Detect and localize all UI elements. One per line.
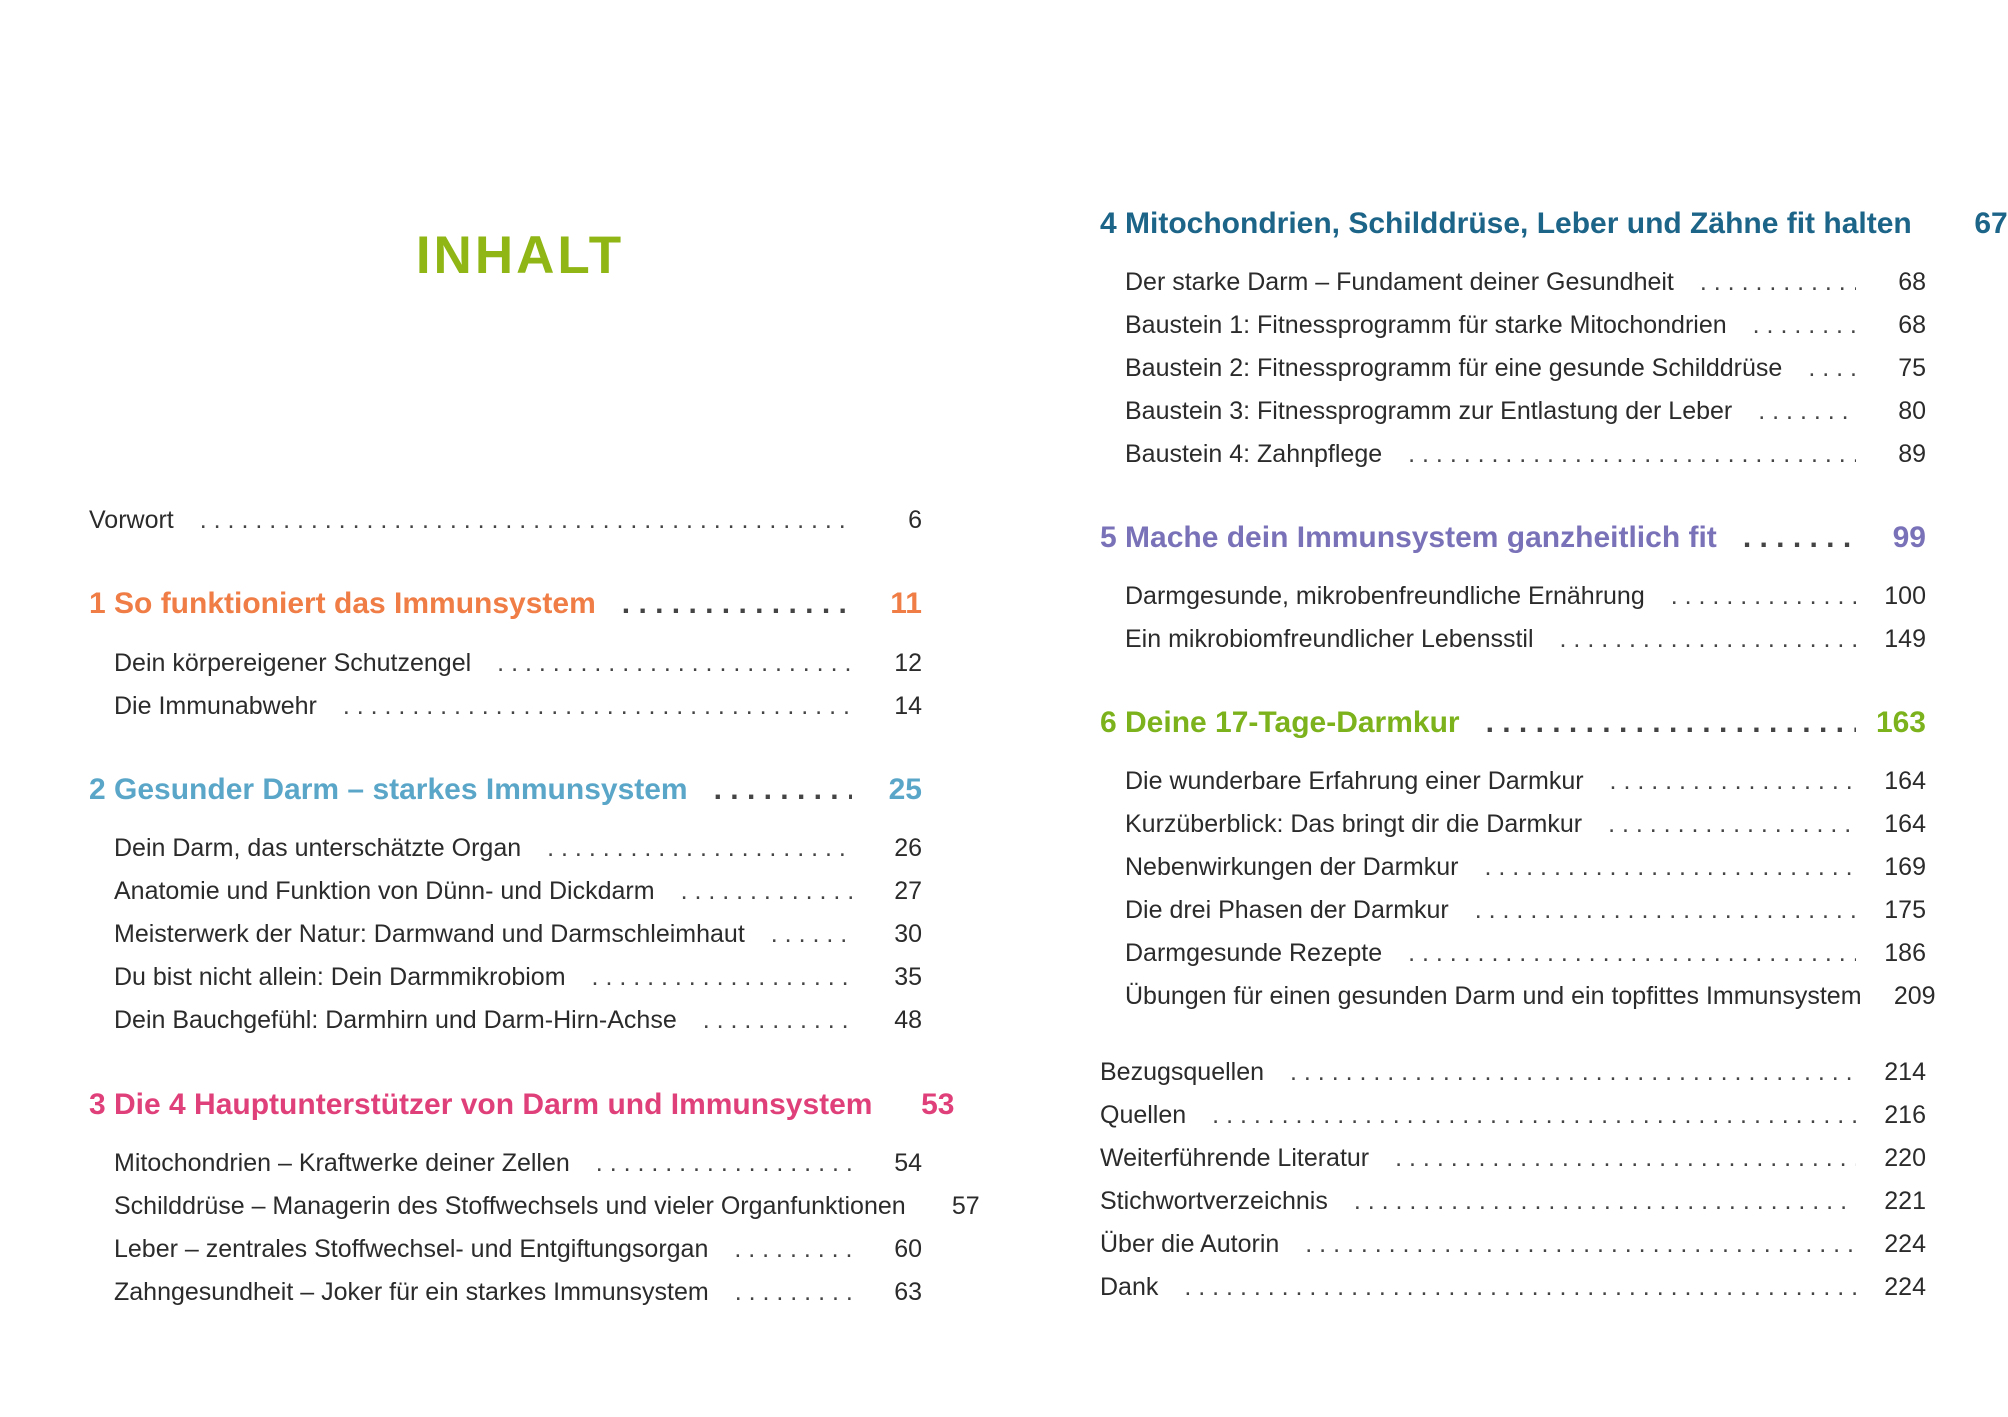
toc-entry-label: Stichwortverzeichnis [1100,1187,1328,1215]
toc-page-number: 54 [894,1149,922,1177]
dot-leader [1560,621,1856,657]
toc-page-number: 149 [1884,625,1926,653]
toc-appendix-entry[interactable] [1100,1140,1926,1176]
toc-entry-label: Über die Autorin [1100,1230,1280,1258]
toc-entry-label: Dein Bauchgefühl: Darmhirn und Darm-Hirn-Achse [114,1006,677,1034]
toc-page-number: 89 [1898,440,1926,468]
toc-entry[interactable] [1100,393,1926,429]
toc-entry[interactable] [1100,935,1926,971]
toc-page-number: 209 [1893,982,1936,1010]
toc-page-number: 6 [908,506,922,534]
toc-entry-label: Dein Darm, das unterschätzte Organ [114,834,522,862]
toc-entry[interactable] [1100,806,1926,842]
toc-entry-label: Darmgesunde Rezepte [1125,939,1383,967]
toc-entry-label: Mitochondrien – Kraftwerke deiner Zellen [114,1149,570,1177]
toc-page-number: 68 [1898,311,1926,339]
toc-chapter-2[interactable] [89,770,922,810]
toc-appendix-entry[interactable] [1100,1054,1926,1090]
toc-page-number: 60 [894,1235,922,1263]
toc-chapter-6[interactable] [1100,703,1926,743]
toc-appendix-entry[interactable] [1100,1183,1926,1219]
toc-entry-label: Dein körpereigener Schutzengel [114,649,472,677]
toc-page-number: 216 [1884,1101,1926,1129]
page-title: INHALT [415,226,625,285]
chapter-page-number: 11 [890,587,922,620]
chapter-title: 2 Gesunder Darm – starkes Immunsystem [89,773,688,806]
toc-entry[interactable] [1100,578,1926,614]
toc-entry-label: Dank [1100,1273,1159,1301]
toc-entry[interactable] [89,1002,922,1038]
dot-leader [734,1231,852,1267]
dot-leader [1743,518,1856,558]
dot-leader [1408,935,1856,971]
toc-entry[interactable] [1100,621,1926,657]
toc-page-number: 26 [894,834,922,862]
toc-entry-label: Die Immunabwehr [114,692,317,720]
toc-entry-label: Übungen für einen gesunden Darm und ein topfittes Immunsystem [1125,982,1862,1010]
dot-leader [1700,264,1856,300]
toc-entry-label: Baustein 1: Fitnessprogramm für starke Mitochondrien [1125,311,1727,339]
toc-entry-vorwort[interactable] [89,502,922,538]
toc-entry[interactable] [89,830,922,866]
toc-page-number: 221 [1884,1187,1926,1215]
toc-chapter-1[interactable] [89,584,922,624]
dot-leader [1671,578,1856,614]
toc-entry-label: Der starke Darm – Fundament deiner Gesundheit [1125,268,1674,296]
dot-leader [1305,1226,1856,1262]
dot-leader [1354,1183,1856,1219]
toc-entry[interactable] [1100,763,1926,799]
dot-leader [1290,1054,1856,1090]
dot-leader [703,1002,852,1038]
dot-leader [1608,806,1856,842]
chapter-page-number: 67 [1974,207,2008,240]
toc-page-number: 100 [1884,582,1926,610]
toc-page-number: 186 [1884,939,1926,967]
dot-leader [735,1274,852,1310]
dot-leader [622,584,852,624]
toc-entry-label: Die drei Phasen der Darmkur [1125,896,1449,924]
toc-entry-label: Du bist nicht allein: Dein Darmmikrobiom [114,963,566,991]
toc-entry[interactable] [89,959,922,995]
toc-entry[interactable] [1100,264,1926,300]
toc-entry-label: Baustein 2: Fitnessprogramm für eine gesunde Schilddrüse [1125,354,1783,382]
toc-entry[interactable] [89,1231,922,1267]
toc-entry-label: Vorwort [89,506,174,534]
toc-entry[interactable] [1100,436,1926,472]
toc-entry[interactable] [89,1274,922,1310]
toc-page-number: 175 [1884,896,1926,924]
toc-entry-label: Meisterwerk der Natur: Darmwand und Darmschleimhaut [114,920,745,948]
toc-appendix-entry[interactable] [1100,1269,1926,1305]
dot-leader [592,959,852,995]
dot-leader [681,873,852,909]
dot-leader [714,770,852,810]
toc-page-number: 75 [1898,354,1926,382]
toc-page-number: 63 [894,1278,922,1306]
toc-entry[interactable] [89,1145,922,1181]
toc-page-number: 12 [894,649,922,677]
dot-leader [596,1145,852,1181]
toc-page-number: 220 [1884,1144,1926,1172]
dot-leader [497,645,852,681]
toc-page-number: 30 [894,920,922,948]
chapter-title: 4 Mitochondrien, Schilddrüse, Leber und Zähne fit halten [1100,207,1912,240]
dot-leader [1610,763,1856,799]
toc-page-number: 224 [1884,1230,1926,1258]
dot-leader [771,916,852,952]
chapter-page-number: 25 [888,773,922,806]
toc-entry[interactable] [89,1188,980,1224]
toc-entry[interactable] [89,688,922,724]
toc-page-number: 57 [951,1192,980,1220]
toc-page-number: 48 [894,1006,922,1034]
dot-leader [1808,350,1856,386]
toc-entry-label: Zahngesundheit – Joker für ein starkes Immunsystem [114,1278,709,1306]
toc-entry-label: Anatomie und Funktion von Dünn- und Dickdarm [114,877,655,905]
toc-entry-label: Leber – zentrales Stoffwechsel- und Entgiftungsorgan [114,1235,709,1263]
chapter-page-number: 53 [921,1088,955,1121]
dot-leader [547,830,852,866]
toc-entry-label: Darmgesunde, mikrobenfreundliche Ernährung [1125,582,1645,610]
toc-entry[interactable] [1100,978,1936,1014]
dot-leader [343,688,852,724]
dot-leader [1486,703,1856,743]
toc-entry-label: Weiterführende Literatur [1100,1144,1370,1172]
toc-entry-label: Schilddrüse – Managerin des Stoffwechsels und vieler Organfunktionen [114,1192,906,1220]
dot-leader [1758,393,1856,429]
toc-entry-label: Quellen [1100,1101,1187,1129]
toc-page-number: 27 [894,877,922,905]
toc-entry[interactable] [1100,849,1926,885]
toc-page-number: 169 [1884,853,1926,881]
toc-page-number: 14 [894,692,922,720]
toc-entry-label: Baustein 4: Zahnpflege [1125,440,1383,468]
toc-page-number: 164 [1884,767,1926,795]
toc-page-number: 164 [1884,810,1926,838]
chapter-title: 5 Mache dein Immunsystem ganzheitlich fit [1100,521,1717,554]
toc-page-number: 35 [894,963,922,991]
toc-entry[interactable] [1100,892,1926,928]
toc-entry[interactable] [89,645,922,681]
dot-leader [1395,1140,1856,1176]
chapter-page-number: 99 [1892,521,1926,554]
toc-chapter-3[interactable] [89,1085,955,1125]
toc-page-number: 224 [1884,1273,1926,1301]
chapter-title: 3 Die 4 Hauptunterstützer von Darm und Immunsystem [89,1088,873,1121]
dot-leader [1484,849,1856,885]
dot-leader [1753,307,1856,343]
dot-leader [1184,1269,1856,1305]
dot-leader [1408,436,1856,472]
toc-chapter-4[interactable] [1100,204,2008,244]
toc-entry[interactable] [1100,307,1926,343]
dot-leader [200,502,852,538]
dot-leader [1475,892,1856,928]
toc-page-number: 80 [1898,397,1926,425]
chapter-title: 6 Deine 17-Tage-Darmkur [1100,706,1460,739]
toc-entry-label: Bezugsquellen [1100,1058,1265,1086]
toc-appendix-entry[interactable] [1100,1097,1926,1133]
toc-entry[interactable] [89,916,922,952]
chapter-title: 1 So funktioniert das Immunsystem [89,587,596,620]
toc-entry[interactable] [1100,350,1926,386]
chapter-page-number: 163 [1875,706,1926,739]
toc-entry-label: Nebenwirkungen der Darmkur [1125,853,1459,881]
toc-page-number: 214 [1884,1058,1926,1086]
toc-entry[interactable] [89,873,922,909]
toc-entry-label: Ein mikrobiomfreundlicher Lebensstil [1125,625,1534,653]
toc-page-number: 68 [1898,268,1926,296]
toc-entry-label: Die wunderbare Erfahrung einer Darmkur [1125,767,1584,795]
toc-entry-label: Baustein 3: Fitnessprogramm zur Entlastung der Leber [1125,397,1733,425]
toc-appendix-entry[interactable] [1100,1226,1926,1262]
toc-chapter-5[interactable] [1100,518,1926,558]
dot-leader [1212,1097,1856,1133]
toc-entry-label: Kurzüberblick: Das bringt dir die Darmkur [1125,810,1583,838]
